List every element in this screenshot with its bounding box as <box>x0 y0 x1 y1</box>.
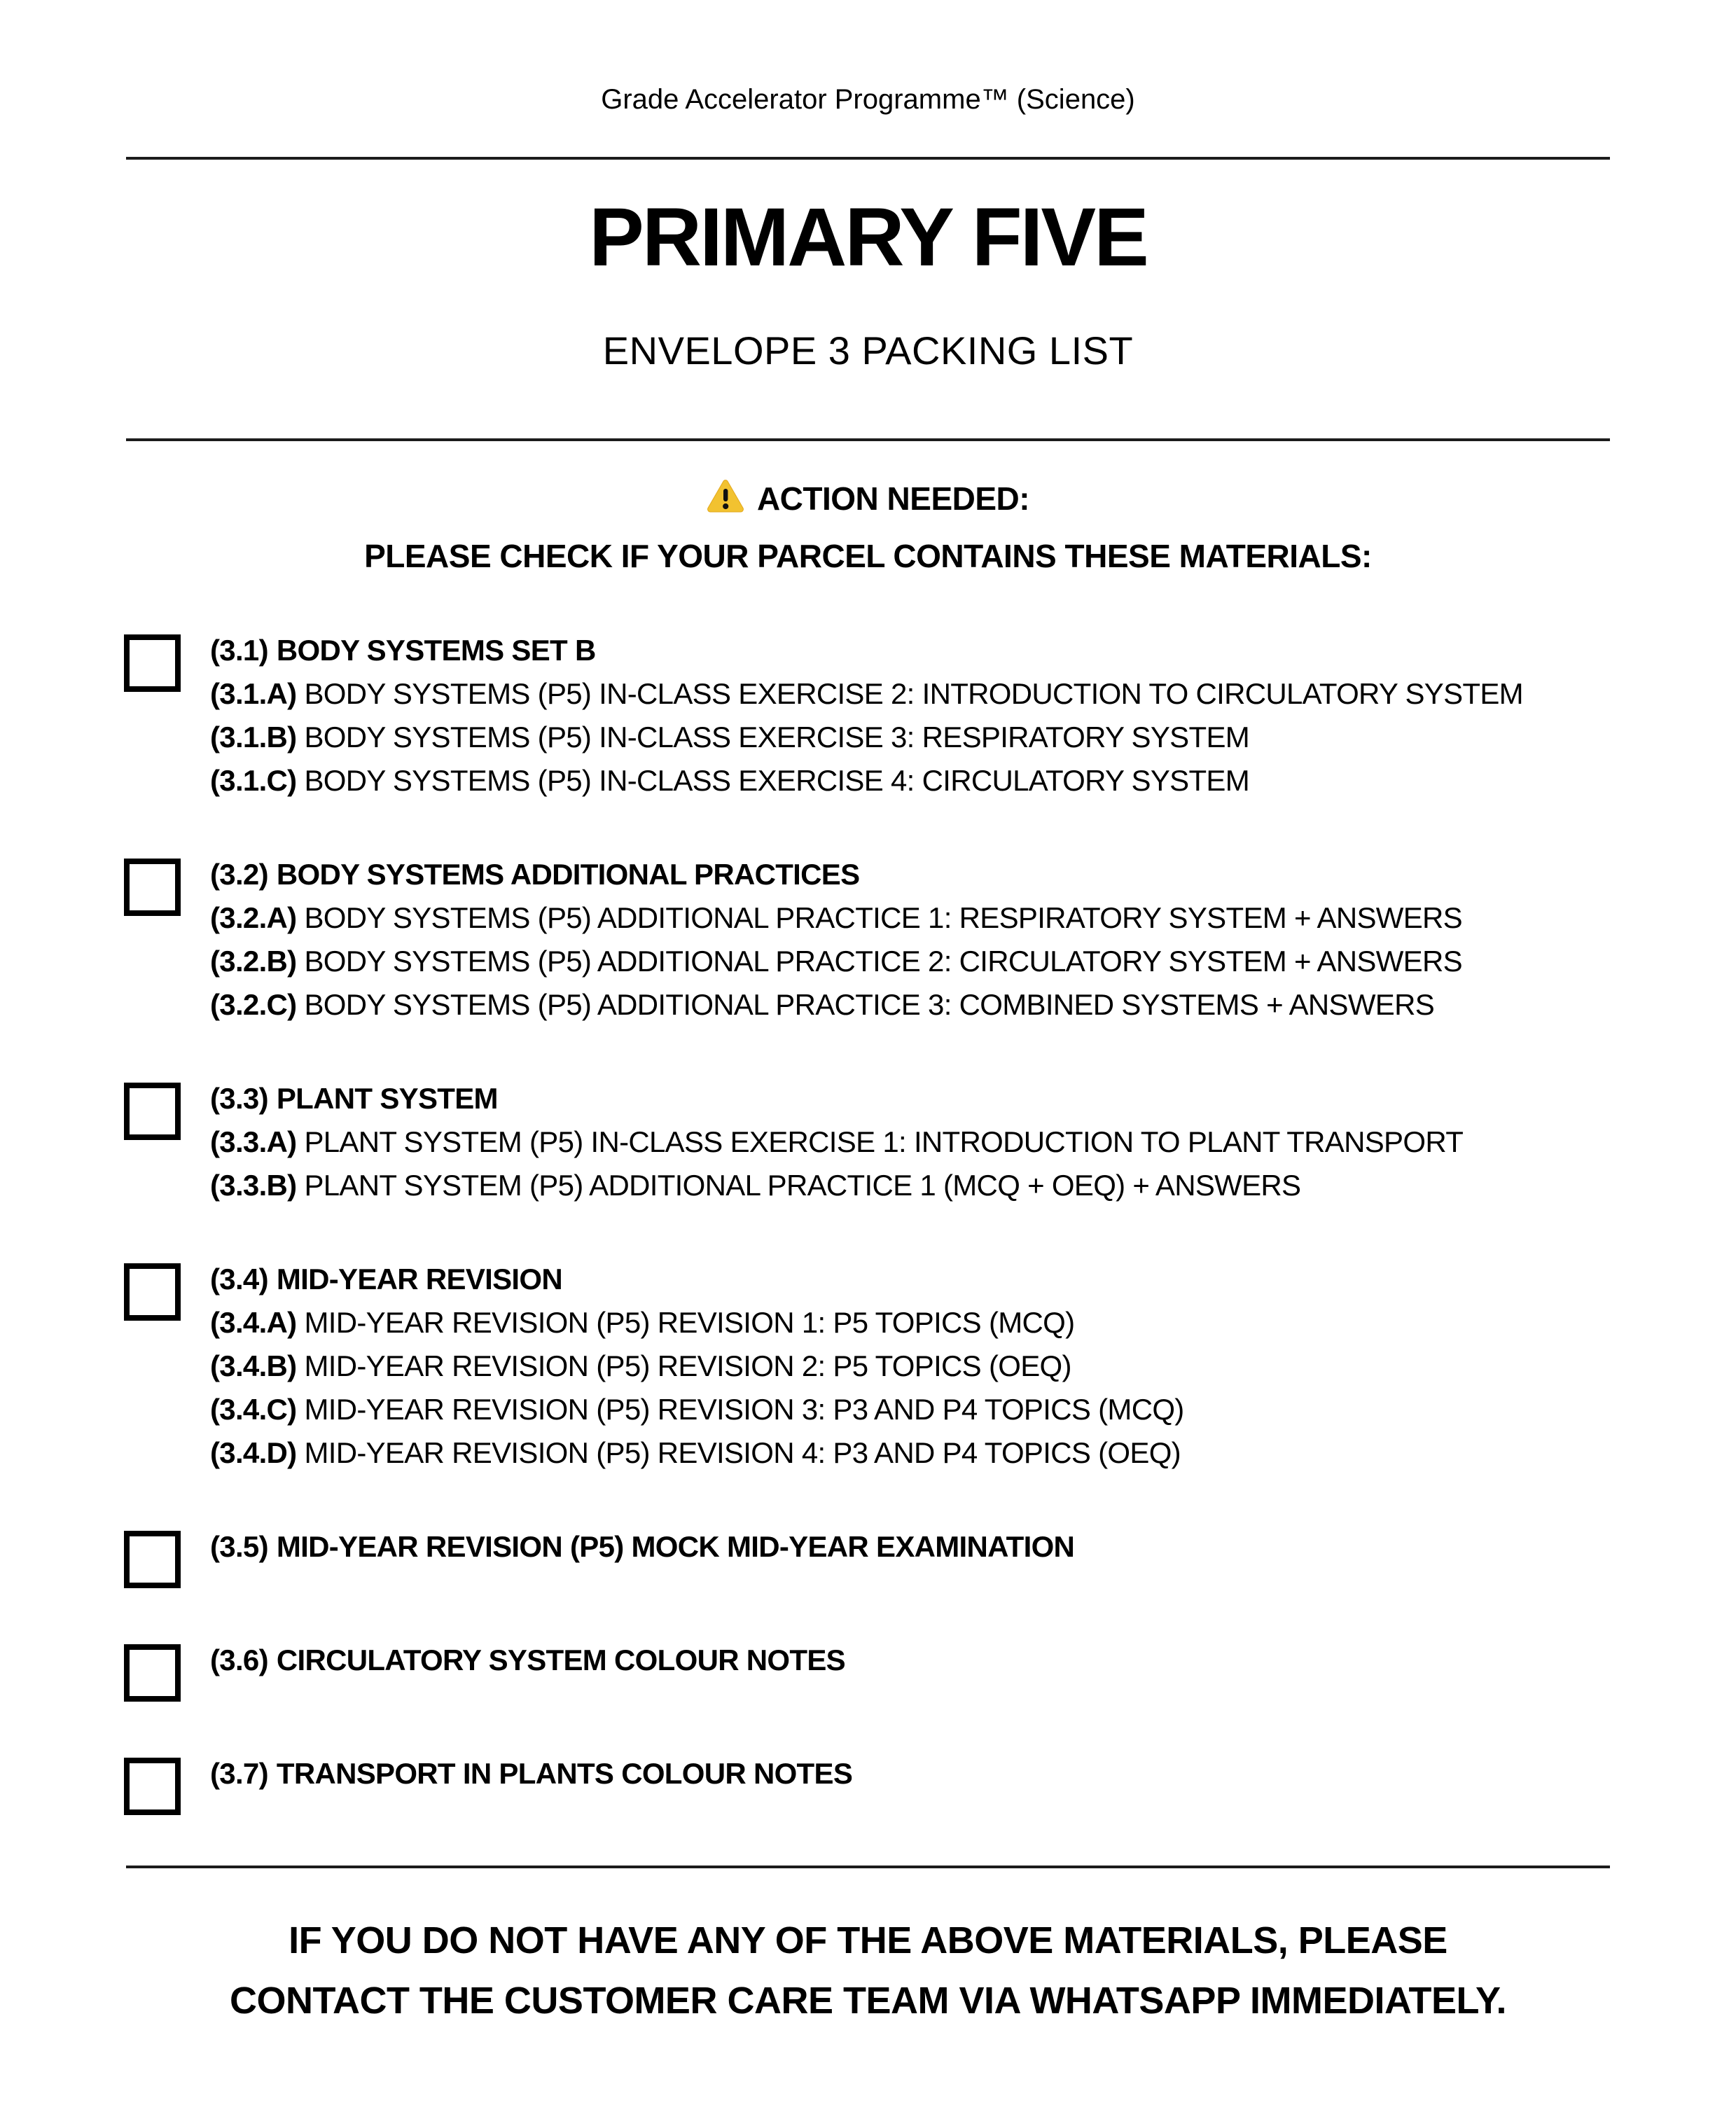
header-divider <box>126 438 1610 441</box>
checklist <box>124 629 1736 1815</box>
checklist-section <box>124 629 1736 803</box>
checklist-item <box>210 672 1523 716</box>
section-body <box>210 853 1462 1027</box>
checklist-item <box>210 1388 1184 1431</box>
section-heading <box>210 629 1523 672</box>
section-title: BODY SYSTEMS SET B <box>276 634 596 667</box>
item-text: BODY SYSTEMS (P5) ADDITIONAL PRACTICE 1: RESPIRATORY SYSTEM + ANSWERS <box>296 901 1462 934</box>
section-heading <box>210 1752 852 1795</box>
checklist-item <box>210 759 1523 803</box>
item-label: (3.4.D) <box>210 1436 297 1469</box>
action-needed-line <box>0 478 1736 520</box>
item-checkbox[interactable] <box>124 1758 181 1815</box>
item-label: (3.2.B) <box>210 945 297 978</box>
section-number: (3.3) <box>210 1082 268 1115</box>
item-label: (3.4.B) <box>210 1349 297 1382</box>
section-title: CIRCULATORY SYSTEM COLOUR NOTES <box>276 1644 845 1676</box>
action-needed-label: ACTION NEEDED: <box>756 480 1030 517</box>
item-checkbox[interactable] <box>124 859 181 916</box>
footer-notice <box>0 1910 1736 2031</box>
item-label: (3.3.A) <box>210 1125 297 1158</box>
item-label: (3.1.C) <box>210 764 297 797</box>
item-text: BODY SYSTEMS (P5) IN-CLASS EXERCISE 4: CIRCULATORY SYSTEM <box>296 764 1250 797</box>
section-heading <box>210 853 1462 896</box>
section-number: (3.7) <box>210 1757 268 1790</box>
warning-triangle-icon <box>707 479 744 514</box>
footer-notice-line2: CONTACT THE CUSTOMER CARE TEAM VIA WHATSAPP IMMEDIATELY. <box>229 1980 1507 2022</box>
checklist-item <box>210 1345 1184 1388</box>
section-heading <box>210 1258 1184 1301</box>
item-text: MID-YEAR REVISION (P5) REVISION 4: P3 AND P4 TOPICS (OEQ) <box>296 1436 1181 1469</box>
section-body <box>210 629 1523 803</box>
section-title: TRANSPORT IN PLANTS COLOUR NOTES <box>276 1757 853 1790</box>
item-checkbox[interactable] <box>124 634 181 692</box>
checklist-section <box>124 853 1736 1027</box>
footer-notice-line1: IF YOU DO NOT HAVE ANY OF THE ABOVE MATERIALS, PLEASE <box>289 1919 1447 1961</box>
checklist-item <box>210 1164 1463 1207</box>
item-text: PLANT SYSTEM (P5) IN-CLASS EXERCISE 1: INTRODUCTION TO PLANT TRANSPORT <box>296 1125 1464 1158</box>
checklist-item <box>210 716 1523 759</box>
check-parcel-instruction: PLEASE CHECK IF YOUR PARCEL CONTAINS THESE MATERIALS: <box>364 538 1372 574</box>
top-divider <box>126 157 1610 160</box>
section-title: MID-YEAR REVISION (P5) MOCK MID-YEAR EXAMINATION <box>276 1530 1075 1563</box>
checklist-item <box>210 1120 1463 1164</box>
action-needed-block <box>0 478 1736 577</box>
section-title: PLANT SYSTEM <box>276 1082 498 1115</box>
item-checkbox[interactable] <box>124 1083 181 1140</box>
section-number: (3.2) <box>210 858 268 891</box>
section-title: MID-YEAR REVISION <box>276 1263 563 1295</box>
item-label: (3.1.A) <box>210 677 297 710</box>
checklist-item <box>210 983 1462 1027</box>
item-checkbox[interactable] <box>124 1531 181 1588</box>
programme-header: Grade Accelerator Programme™ (Science) <box>601 84 1135 115</box>
item-text: BODY SYSTEMS (P5) IN-CLASS EXERCISE 2: INTRODUCTION TO CIRCULATORY SYSTEM <box>296 677 1523 710</box>
section-body <box>210 1639 845 1682</box>
checklist-section <box>124 1639 1736 1702</box>
item-text: PLANT SYSTEM (P5) ADDITIONAL PRACTICE 1 (MCQ + OEQ) + ANSWERS <box>296 1169 1301 1202</box>
section-body <box>210 1752 852 1795</box>
bottom-divider <box>126 1866 1610 1868</box>
section-body <box>210 1077 1463 1207</box>
item-text: BODY SYSTEMS (P5) IN-CLASS EXERCISE 3: RESPIRATORY SYSTEM <box>296 721 1250 753</box>
item-label: (3.3.B) <box>210 1169 297 1202</box>
section-body <box>210 1525 1074 1569</box>
checklist-item <box>210 940 1462 983</box>
section-number: (3.1) <box>210 634 268 667</box>
item-text: BODY SYSTEMS (P5) ADDITIONAL PRACTICE 3: COMBINED SYSTEMS + ANSWERS <box>296 988 1435 1021</box>
checklist-item <box>210 896 1462 940</box>
item-label: (3.4.C) <box>210 1393 297 1426</box>
item-label: (3.4.A) <box>210 1306 297 1339</box>
section-heading <box>210 1077 1463 1120</box>
page-title: PRIMARY FIVE <box>589 191 1147 284</box>
item-text: MID-YEAR REVISION (P5) REVISION 1: P5 TOPICS (MCQ) <box>296 1306 1075 1339</box>
item-text: MID-YEAR REVISION (P5) REVISION 2: P5 TOPICS (OEQ) <box>296 1349 1071 1382</box>
section-number: (3.6) <box>210 1644 268 1676</box>
section-number: (3.4) <box>210 1263 268 1295</box>
section-title: BODY SYSTEMS ADDITIONAL PRACTICES <box>276 858 860 891</box>
item-label: (3.2.C) <box>210 988 297 1021</box>
item-checkbox[interactable] <box>124 1644 181 1702</box>
item-label: (3.2.A) <box>210 901 297 934</box>
section-heading <box>210 1525 1074 1569</box>
item-checkbox[interactable] <box>124 1263 181 1321</box>
section-body <box>210 1258 1184 1475</box>
checklist-section <box>124 1525 1736 1588</box>
section-heading <box>210 1639 845 1682</box>
checklist-item <box>210 1301 1184 1345</box>
checklist-section <box>124 1752 1736 1815</box>
checklist-section <box>124 1077 1736 1207</box>
item-text: BODY SYSTEMS (P5) ADDITIONAL PRACTICE 2: CIRCULATORY SYSTEM + ANSWERS <box>296 945 1462 978</box>
checklist-section <box>124 1258 1736 1475</box>
item-label: (3.1.B) <box>210 721 297 753</box>
checklist-item <box>210 1431 1184 1475</box>
item-text: MID-YEAR REVISION (P5) REVISION 3: P3 AND P4 TOPICS (MCQ) <box>296 1393 1184 1426</box>
page-subtitle: ENVELOPE 3 PACKING LIST <box>602 328 1134 373</box>
section-number: (3.5) <box>210 1530 268 1563</box>
